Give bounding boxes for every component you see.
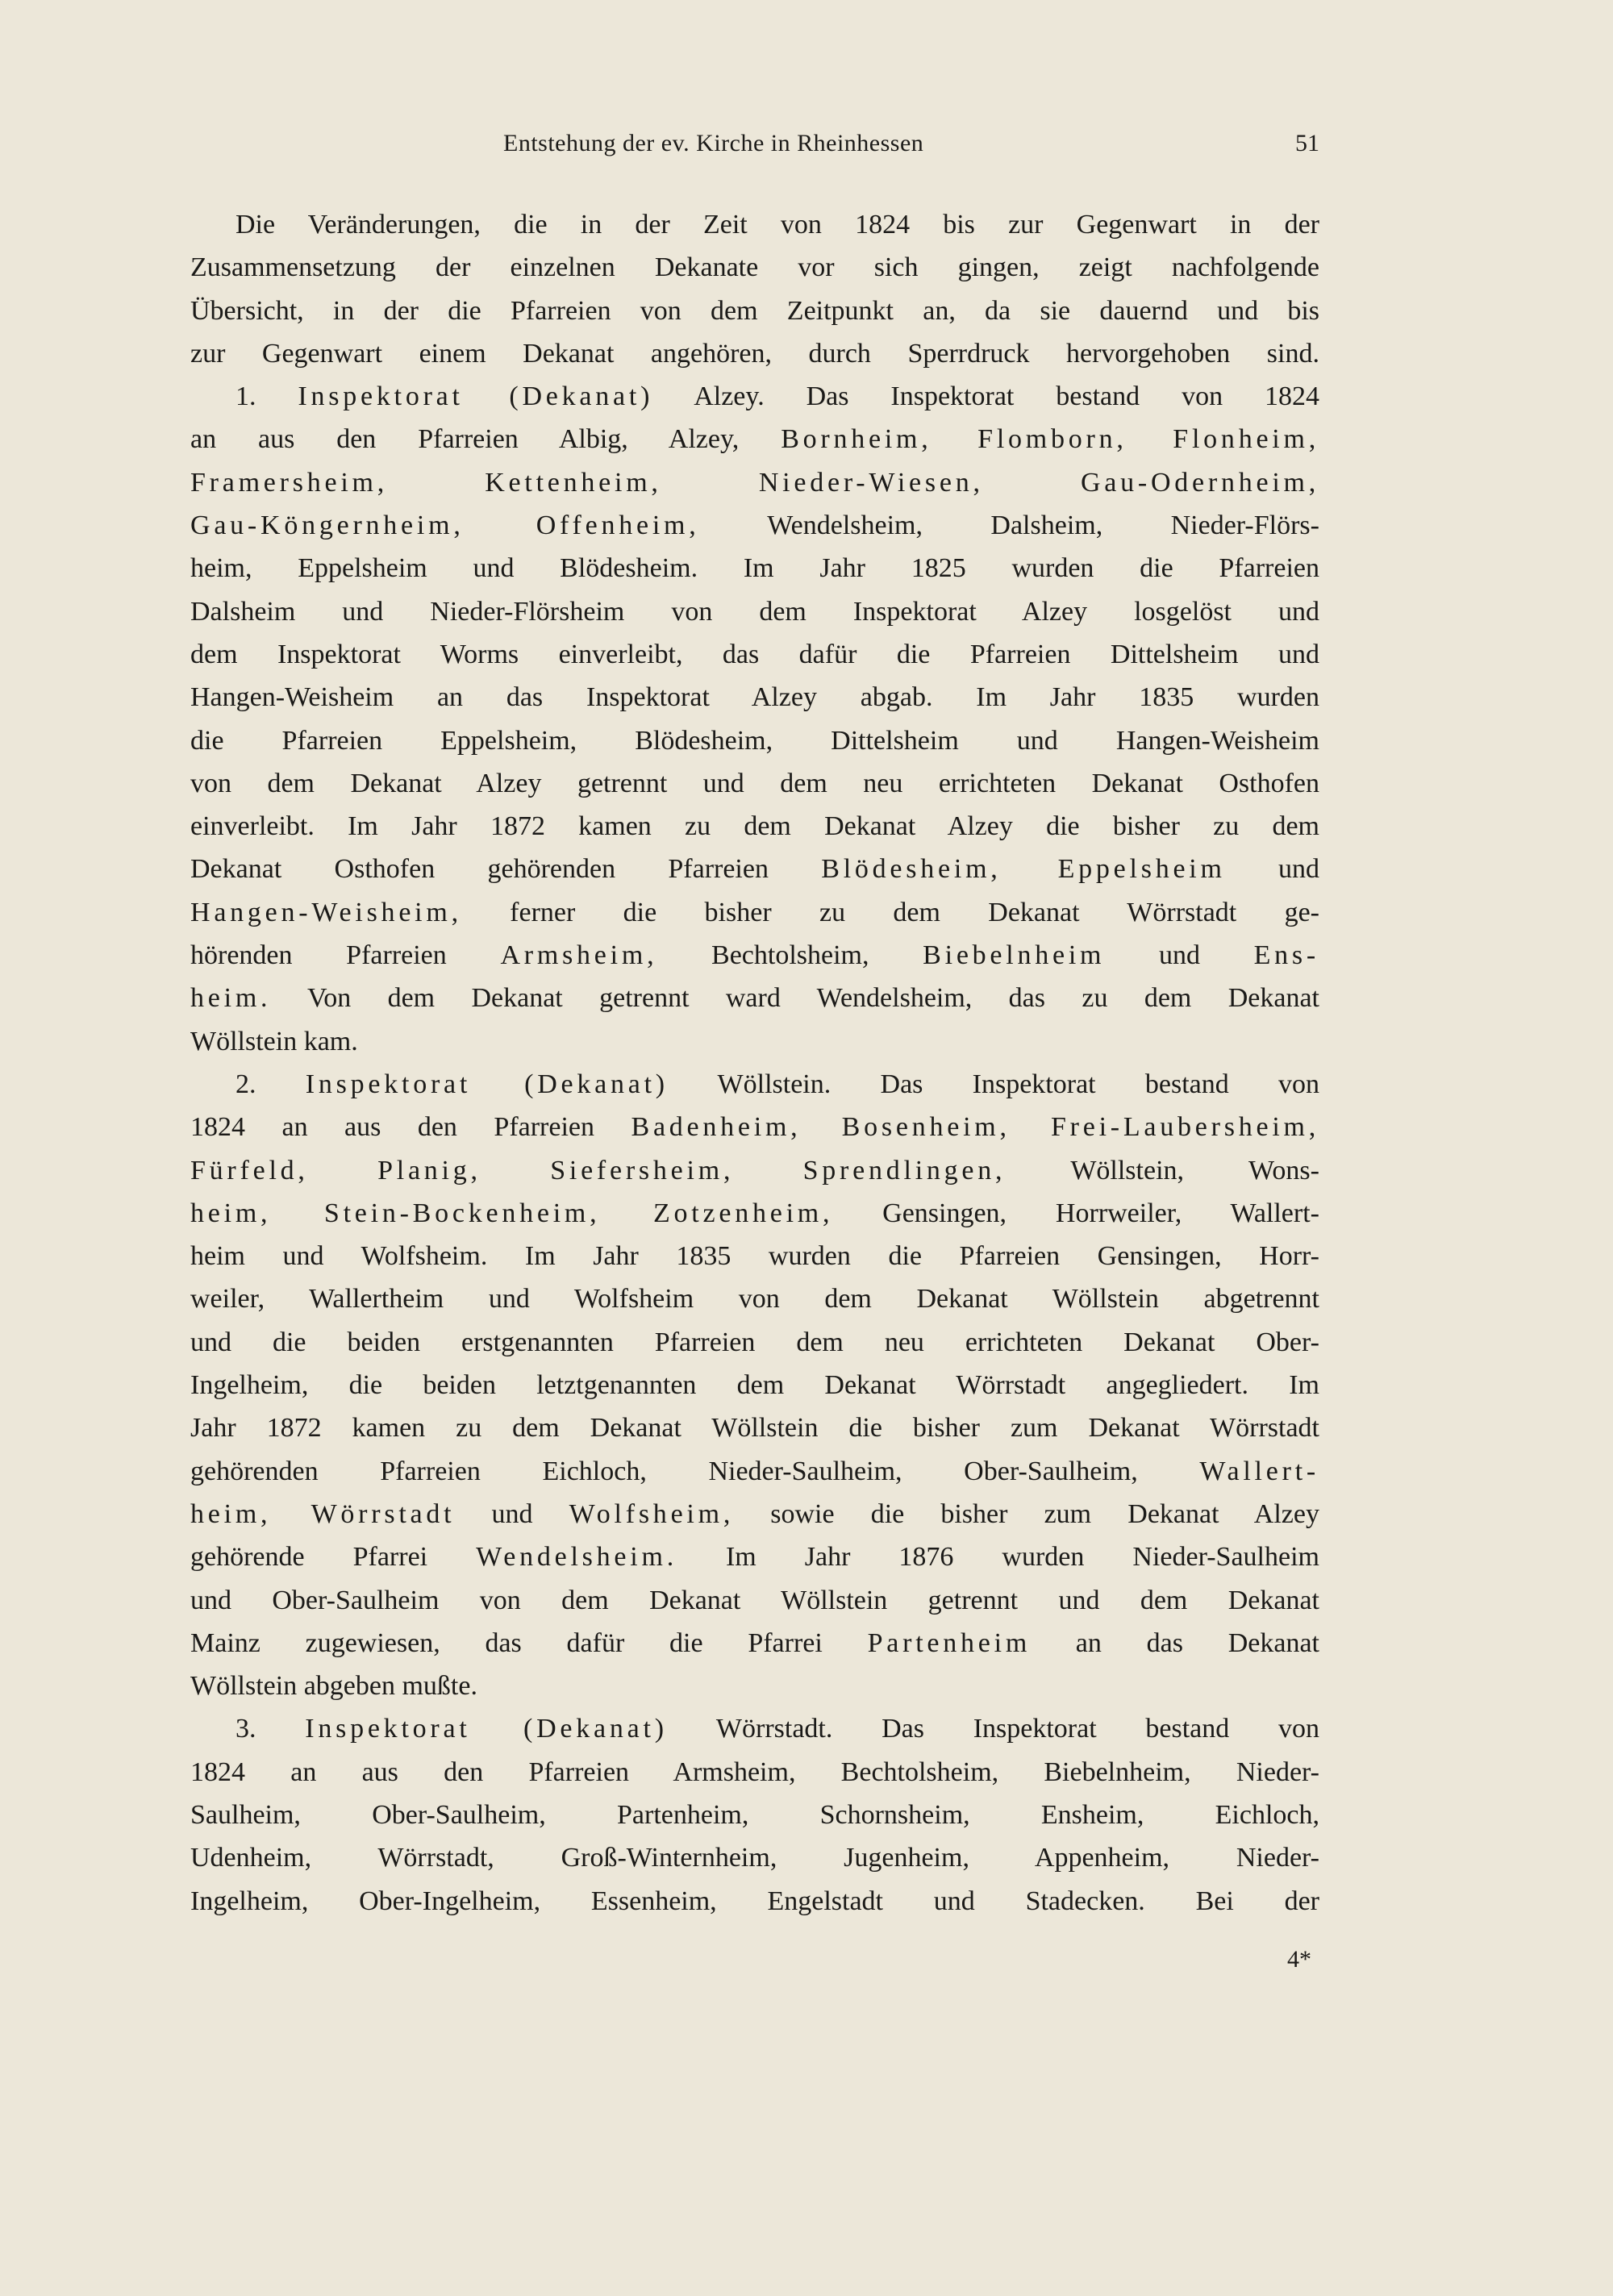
text-line xyxy=(190,719,1319,762)
text-line xyxy=(190,1450,1319,1493)
text-segment: Ingelheim, Ober-Ingelheim, Essenheim, Engelstadt und Stadecken. Bei der xyxy=(190,1886,1319,1916)
text-line xyxy=(190,1794,1319,1836)
text-segment: an aus den Pfarreien Albig, Alzey, xyxy=(190,424,781,455)
text-line xyxy=(190,547,1319,590)
text-segment: Hangen-Weisheim an das Inspektorat Alzey abgab. Im Jahr 1835 wurden xyxy=(190,682,1319,713)
text-line xyxy=(190,290,1319,332)
text-line xyxy=(190,1149,1319,1192)
text-segment: und Ober-Saulheim von dem Dekanat Wöllstein getrennt und dem Dekanat xyxy=(190,1585,1319,1615)
text-segment: 1. xyxy=(235,381,298,412)
text-segment: Udenheim, Wörrstadt, Groß-Winternheim, Jugenheim, Appenheim, Nieder- xyxy=(190,1843,1319,1873)
spaced-text: Gau-Köngernheim, Offenheim, xyxy=(190,510,700,541)
text-segment: Wendelsheim, Dalsheim, Nieder-Flörs- xyxy=(699,510,1319,541)
text-line xyxy=(190,1321,1319,1364)
text-line xyxy=(190,1192,1319,1235)
text-segment: zur Gegenwart einem Dekanat angehören, durch Sperrdruck hervorgehoben sind. xyxy=(190,338,1319,369)
text-segment: und xyxy=(1225,854,1320,885)
text-segment: Saulheim, Ober-Saulheim, Partenheim, Schornsheim, Ensheim, Eichloch, xyxy=(190,1799,1319,1830)
text-line xyxy=(190,1406,1319,1449)
text-segment: Jahr 1872 kamen zu dem Dekanat Wöllstein die bisher zum Dekanat Wörrstadt xyxy=(190,1413,1319,1444)
spaced-text: Wolfsheim, xyxy=(569,1498,735,1529)
text-line xyxy=(190,418,1319,460)
text-segment: Wörrstadt. Das Inspektorat bestand von xyxy=(667,1714,1319,1744)
text-segment: dem Inspektorat Worms einverleibt, das dafür die Pfarreien Dittelsheim und xyxy=(190,639,1319,669)
text-line xyxy=(190,203,1319,246)
text-segment: Übersicht, in der die Pfarreien von dem Zeitpunkt an, da sie dauernd und bis xyxy=(190,295,1319,326)
text-line xyxy=(190,1020,1319,1063)
text-line xyxy=(190,1880,1319,1923)
text-segment: Im Jahr 1876 wurden Nieder-Saulheim xyxy=(677,1542,1319,1573)
text-line xyxy=(190,977,1319,1019)
text-line xyxy=(190,504,1319,547)
spaced-text: Blödesheim, Eppelsheim xyxy=(821,854,1226,885)
spaced-text: Framersheim, Kettenheim, Nieder-Wiesen, Gau-Odernheim, xyxy=(190,467,1319,498)
text-segment: weiler, Wallertheim und Wolfsheim von dem Dekanat Wöllstein abgetrennt xyxy=(190,1284,1319,1315)
text-line xyxy=(190,1751,1319,1794)
spaced-text: Fürfeld, Planig, Siefersheim, Sprendlingen, xyxy=(190,1155,1007,1186)
text-segment: sowie die bisher zum Dekanat Alzey xyxy=(734,1498,1319,1529)
spaced-text: Inspektorat (Dekanat) xyxy=(298,381,654,412)
text-line xyxy=(190,805,1319,848)
text-segment: heim und Wolfsheim. Im Jahr 1835 wurden die Pfarreien Gensingen, Horr- xyxy=(190,1241,1319,1272)
text-line xyxy=(190,762,1319,805)
spaced-text: Armsheim, xyxy=(500,940,658,971)
text-line xyxy=(190,848,1319,890)
text-segment: Ingelheim, die beiden letztgenannten dem Dekanat Wörrstadt angegliedert. Im xyxy=(190,1370,1319,1401)
text-line xyxy=(190,1665,1319,1707)
text-segment: einverleibt. Im Jahr 1872 kamen zu dem Dekanat Alzey die bisher zu dem xyxy=(190,811,1319,842)
text-line xyxy=(190,246,1319,289)
text-segment: Wöllstein kam. xyxy=(190,1026,358,1056)
body-text xyxy=(190,203,1319,1923)
text-segment: 1824 an aus den Pfarreien xyxy=(190,1112,631,1143)
text-segment: ferner die bisher zu dem Dekanat Wörrstadt ge- xyxy=(461,897,1319,927)
text-segment: Dekanat Osthofen gehörenden Pfarreien xyxy=(190,854,822,885)
text-segment: hörenden Pfarreien xyxy=(190,940,501,971)
text-segment: Bechtolsheim, xyxy=(657,940,923,971)
text-line xyxy=(190,1277,1319,1320)
text-line xyxy=(190,1836,1319,1879)
spaced-text: Bornheim, Flomborn, Flonheim, xyxy=(781,424,1319,455)
text-line xyxy=(190,461,1319,504)
text-segment: 3. xyxy=(235,1714,306,1744)
spaced-text: Partenheim xyxy=(867,1627,1032,1658)
text-line xyxy=(190,676,1319,719)
text-line xyxy=(190,1063,1319,1106)
text-segment: Alzey. Das Inspektorat bestand von 1824 xyxy=(653,381,1319,412)
spaced-text: Badenheim, Bosenheim, Frei-Laubersheim, xyxy=(631,1112,1319,1143)
spaced-text: heim. xyxy=(190,983,272,1014)
spaced-text: Hangen-Weisheim, xyxy=(190,897,462,927)
spaced-text: Wallert- xyxy=(1199,1456,1319,1486)
text-line xyxy=(190,1622,1319,1665)
text-segment: Wöllstein. Das Inspektorat bestand von xyxy=(668,1069,1320,1099)
text-segment: Gensingen, Horrweiler, Wallert- xyxy=(833,1198,1319,1228)
text-segment: Von dem Dekanat getrennt ward Wendelsheim, das zu dem Dekanat xyxy=(271,983,1319,1014)
text-line xyxy=(190,1579,1319,1622)
text-segment: an das Dekanat xyxy=(1031,1627,1319,1658)
signature-mark: 4* xyxy=(1287,1946,1311,1973)
text-line xyxy=(190,633,1319,676)
text-segment: und die beiden erstgenannten Pfarreien dem neu errichteten Dekanat Ober- xyxy=(190,1327,1319,1357)
text-segment: gehörende Pfarrei xyxy=(190,1542,477,1573)
running-header xyxy=(190,127,1319,168)
spaced-text: heim, Stein-Bockenheim, Zotzenheim, xyxy=(190,1198,834,1228)
spaced-text: Inspektorat (Dekanat) xyxy=(305,1714,668,1744)
text-segment: Wöllstein abgeben mußte. xyxy=(190,1671,477,1702)
text-segment: heim, Eppelsheim und Blödesheim. Im Jahr 1825 wurden die Pfarreien xyxy=(190,553,1319,584)
running-title: Entstehung der ev. Kirche in Rheinhessen xyxy=(503,130,924,156)
text-segment: Mainz zugewiesen, das dafür die Pfarrei xyxy=(190,1627,868,1658)
spaced-text: Wendelsheim. xyxy=(476,1542,677,1573)
text-line xyxy=(190,1364,1319,1406)
spaced-text: Inspektorat (Dekanat) xyxy=(305,1069,669,1099)
text-line xyxy=(190,934,1319,977)
text-segment: gehörenden Pfarreien Eichloch, Nieder-Saulheim, Ober-Saulheim, xyxy=(190,1456,1200,1486)
text-segment: 2. xyxy=(235,1069,306,1099)
spaced-text: Ens- xyxy=(1253,940,1320,971)
text-segment: und xyxy=(1105,940,1254,971)
spaced-text: heim, Wörrstadt xyxy=(190,1498,456,1529)
text-segment: Zusammensetzung der einzelnen Dekanate vor sich gingen, zeigt nachfolgende xyxy=(190,252,1319,283)
text-segment: Die Veränderungen, die in der Zeit von 1824 bis zur Gegenwart in der xyxy=(235,210,1319,240)
text-line xyxy=(190,1235,1319,1277)
text-line xyxy=(190,891,1319,934)
spaced-text: Biebelnheim xyxy=(923,940,1106,971)
text-line xyxy=(190,590,1319,633)
text-segment: und xyxy=(455,1498,569,1529)
text-segment: von dem Dekanat Alzey getrennt und dem neu errichteten Dekanat Osthofen xyxy=(190,768,1319,798)
text-line xyxy=(190,1493,1319,1536)
text-line xyxy=(190,375,1319,418)
text-segment: die Pfarreien Eppelsheim, Blödesheim, Dittelsheim und Hangen-Weisheim xyxy=(190,725,1319,756)
text-line xyxy=(190,1106,1319,1148)
text-line xyxy=(190,1707,1319,1750)
text-segment: Dalsheim und Nieder-Flörsheim von dem Inspektorat Alzey losgelöst und xyxy=(190,596,1319,627)
text-segment: 1824 an aus den Pfarreien Armsheim, Bechtolsheim, Biebelnheim, Nieder- xyxy=(190,1756,1319,1787)
text-segment: Wöllstein, Wons- xyxy=(1006,1155,1319,1186)
text-line xyxy=(190,1536,1319,1578)
text-line xyxy=(190,332,1319,375)
page-number: 51 xyxy=(1295,130,1319,156)
